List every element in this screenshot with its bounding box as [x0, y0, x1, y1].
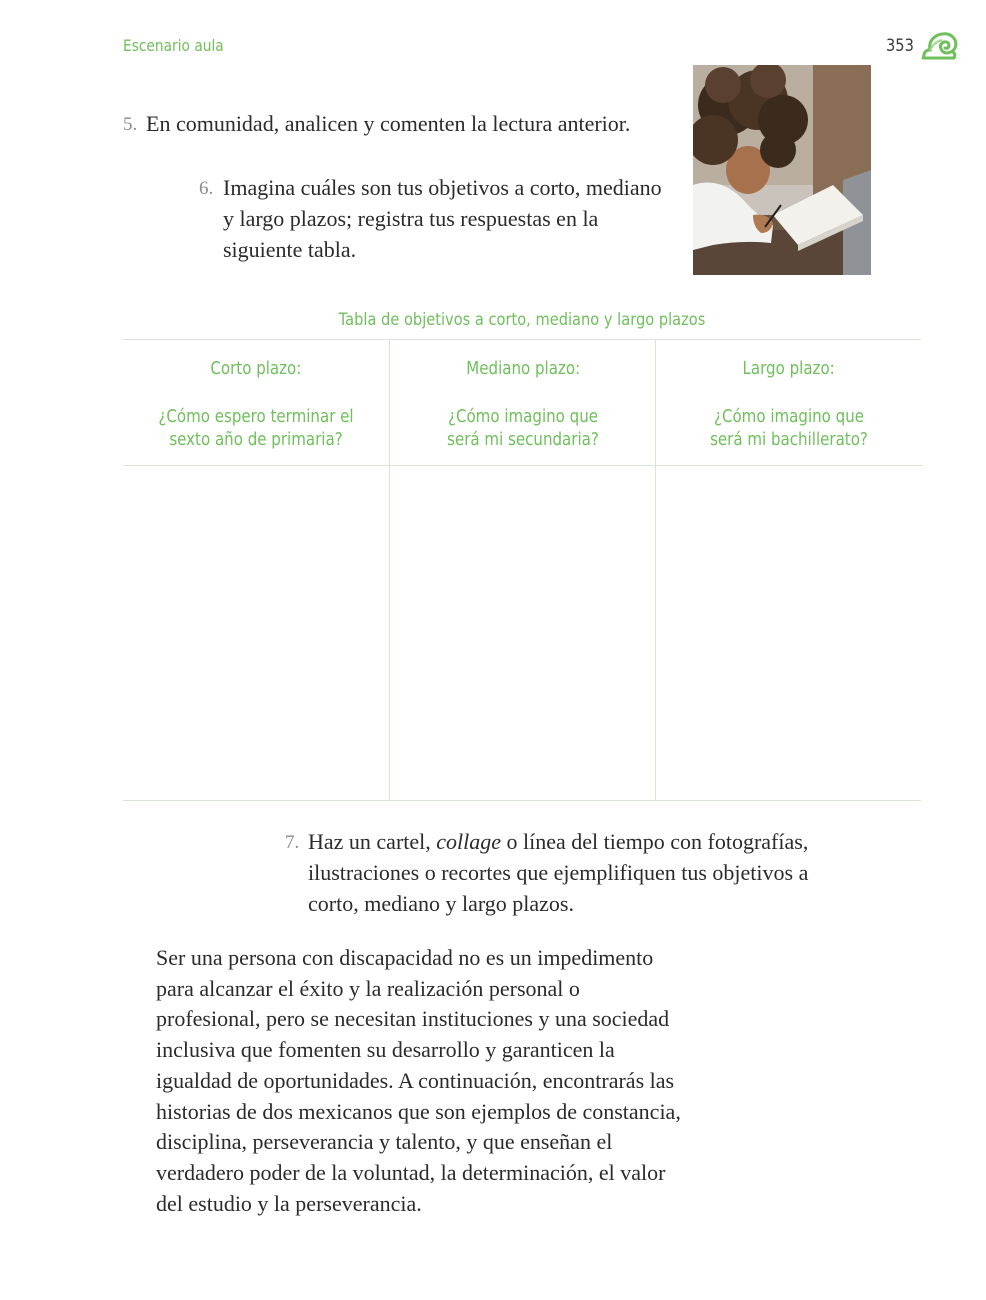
column-header — [123, 340, 389, 466]
snail-icon — [920, 30, 960, 62]
column-title: Mediano plazo: — [466, 359, 580, 379]
table-title: Tabla de objetivos a corto, mediano y largo plazos — [338, 310, 706, 330]
item-number: 6. — [199, 178, 214, 199]
item-text: Haz un cartel, collage o línea del tiempo con fotografías, ilustraciones o recortes que ejemplifiquen tus objetivos a corto, mediano y largo plazos. — [308, 829, 809, 916]
page-number: 353 — [886, 36, 914, 56]
column-header — [656, 340, 922, 466]
objectives-table — [123, 339, 921, 801]
answer-cell-long-term[interactable] — [656, 466, 922, 800]
answer-cell-medium-term[interactable] — [390, 466, 656, 800]
item-number: 5. — [123, 114, 138, 135]
italic-term: collage — [436, 829, 502, 854]
column-question: ¿Cómo imagino que será mi secundaria? — [447, 407, 599, 450]
item-text: En comunidad, analicen y comenten la lectura anterior. — [146, 111, 631, 136]
answer-cell-short-term[interactable] — [123, 466, 389, 800]
column-question: ¿Cómo espero terminar el sexto año de primaria? — [158, 407, 354, 450]
column-question: ¿Cómo imagino que será mi bachillerato? — [710, 407, 868, 450]
column-medium-term — [389, 340, 656, 800]
section-title: Escenario aula — [123, 36, 224, 55]
column-title: Corto plazo: — [210, 359, 302, 379]
column-header — [390, 340, 656, 466]
column-long-term — [655, 340, 922, 800]
item-number: 7. — [285, 832, 300, 853]
column-title: Largo plazo: — [742, 359, 836, 379]
child-writing-photo — [693, 65, 871, 275]
body-paragraph: Ser una persona con discapacidad no es un impedimento para alcanzar el éxito y la realización personal o profesional, pero se necesitan instituciones y una sociedad inclusiva que fomenten su desarrollo y garanticen la igualdad de oportunidades. A continuación, encontrarás las historias de dos mexicanos que son ejemplos de constancia, disciplina, perseverancia y talento, y que enseñan el verdadero poder de la voluntad, la determinación, el valor del estudio y la perseverancia. — [156, 945, 681, 1216]
item-text: Imagina cuáles son tus objetivos a corto, mediano y largo plazos; registra tus respuestas en la siguiente tabla. — [223, 175, 662, 262]
column-short-term — [123, 340, 389, 800]
